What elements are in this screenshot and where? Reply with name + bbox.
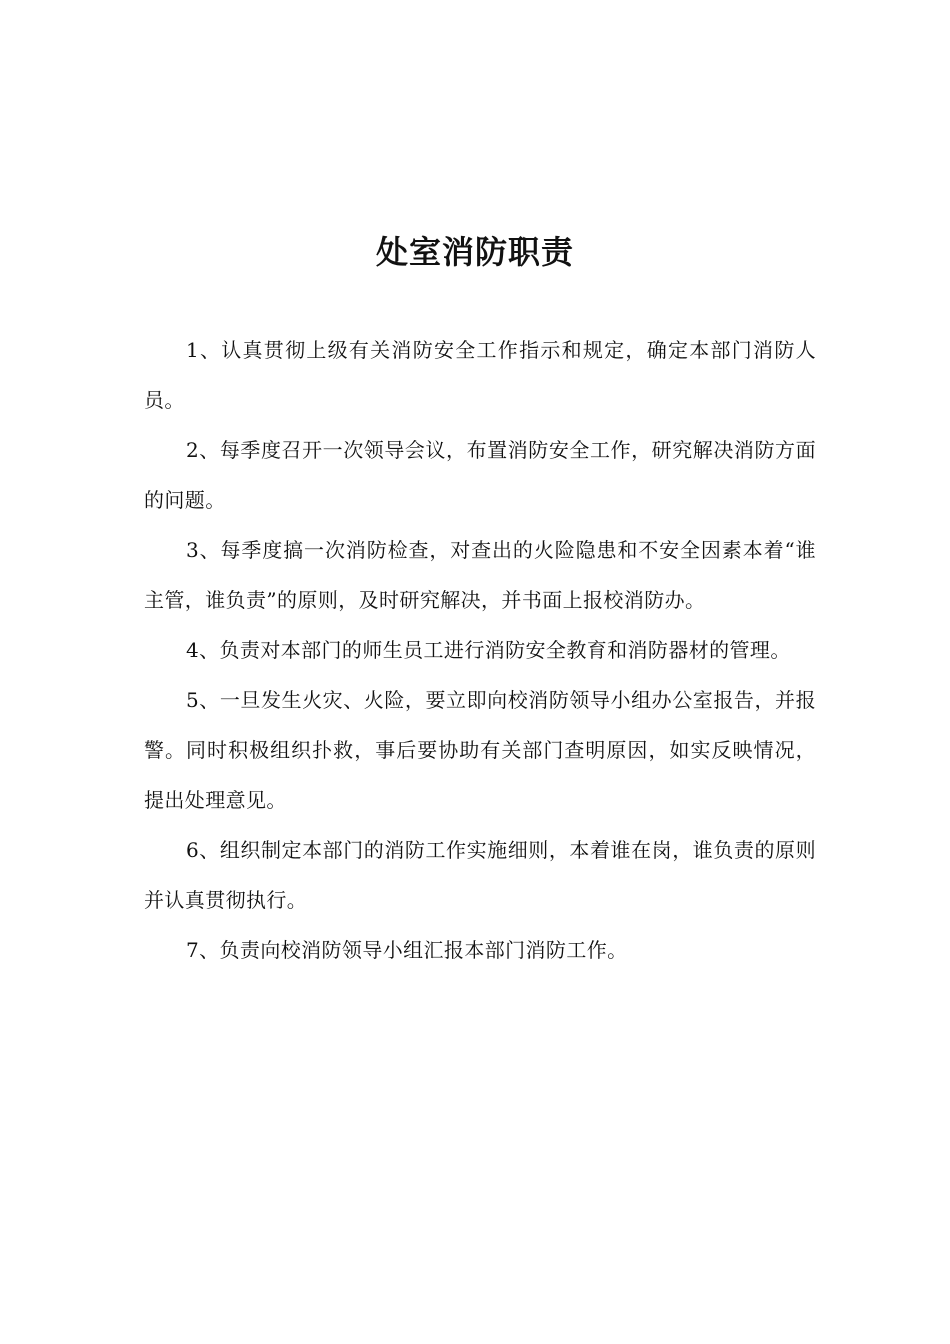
paragraph-4: 4、负责对本部门的师生员工进行消防安全教育和消防器材的管理。: [186, 638, 791, 662]
paragraph-6: 6、组织制定本部门的消防工作实施细则，本着谁在岗，谁负责的原则并认真贯彻执行。: [144, 838, 816, 912]
document-body: [144, 325, 816, 975]
paragraph-3: 3、每季度搞一次消防检查，对查出的火险隐患和不安全因素本着“谁主管，谁负责”的原则，及时研究解决，并书面上报校消防办。: [144, 538, 816, 612]
paragraph-5: 5、一旦发生火灾、火险，要立即向校消防领导小组办公室报告，并报警。同时积极组织扑救，事后要协助有关部门查明原因，如实反映情况，提出处理意见。: [144, 688, 816, 812]
paragraph-1: 1、认真贯彻上级有关消防安全工作指示和规定，确定本部门消防人员。: [144, 338, 816, 412]
paragraph-2: 2、每季度召开一次领导会议，布置消防安全工作，研究解决消防方面的问题。: [144, 438, 816, 512]
paragraph-7: 7、负责向校消防领导小组汇报本部门消防工作。: [186, 938, 628, 962]
document-title: 处室消防职责: [375, 233, 574, 271]
